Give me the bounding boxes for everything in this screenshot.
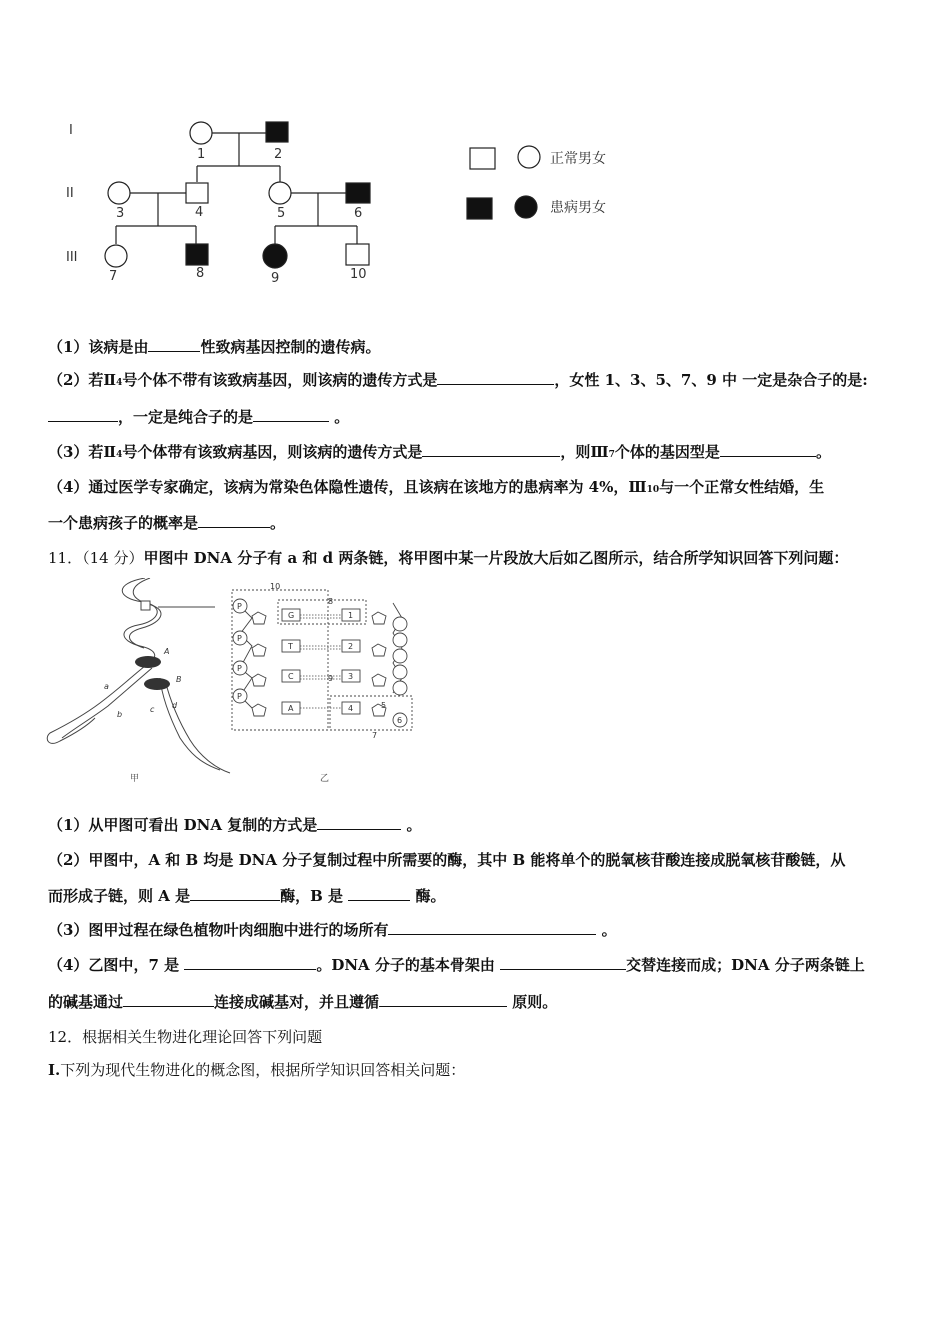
label-d: d: [172, 701, 178, 710]
individual-number: 8: [196, 266, 205, 281]
legend-affected-male-icon: [467, 198, 492, 219]
label-B: B: [176, 675, 182, 684]
number-label: 9: [328, 674, 334, 683]
number-label: 6: [397, 716, 403, 725]
individual-number: 4: [195, 205, 204, 220]
pedigree-chart: [55, 110, 655, 295]
phosphate-label: P: [237, 664, 242, 673]
number-label: 3: [348, 672, 354, 681]
q10-item-1: （1）该病是由 性致病基因控制的遗传病。: [48, 338, 381, 356]
generation-label: III: [66, 250, 78, 265]
individual-number: 10: [350, 267, 367, 282]
individual-3: [108, 182, 130, 204]
legend-normal-female-icon: [518, 146, 540, 168]
figure-jia-label: 甲: [130, 774, 140, 784]
label-A: A: [164, 647, 170, 656]
number-label: 4: [348, 704, 354, 713]
label-a: a: [104, 682, 109, 691]
number-label: 10: [270, 582, 281, 591]
q11-title: 11．（14 分）甲图中 DNA 分子有 a 和 d 两条链，将甲图中某一片段放大后如乙图所示，结合所学知识回答下列问题：: [48, 549, 849, 567]
individual-10: [346, 244, 369, 265]
base-label: T: [288, 642, 293, 651]
figure-yi-label: 乙: [320, 774, 330, 784]
individual-8: [186, 244, 208, 265]
individual-number: 1: [197, 147, 206, 162]
phosphate-label: P: [237, 634, 242, 643]
generation-label: II: [66, 186, 74, 201]
q11-item-2: （2）甲图中，A 和 B 均是 DNA 分子复制过程中所需要的酶，其中 B 能将单个的脱氧核苷酸连接成脱氧核苷酸链，从: [48, 851, 846, 869]
number-label: 1: [348, 611, 354, 620]
number-label: 8: [328, 597, 334, 606]
q12-part-1: I.下列为现代生物进化的概念图，根据所学知识回答相关问题：: [48, 1061, 466, 1079]
individual-4: [186, 183, 208, 203]
phosphate-label: P: [237, 692, 242, 701]
legend-affected-female-icon: [515, 196, 537, 218]
individual-number: 5: [277, 206, 286, 221]
q10-item-4-cont: 一个患病孩子的概率是 。: [48, 514, 286, 532]
base-label: C: [288, 672, 294, 681]
individual-2: [266, 122, 288, 142]
q10-item-3: （3）若Ⅱ4号个体带有该致病基因，则该病的遗传方式是 ，则Ⅲ7个体的基因型是 。: [48, 443, 831, 461]
legend-normal-label: 正常男女: [550, 151, 606, 167]
individual-9: [263, 244, 287, 268]
q10-item-4: （4）通过医学专家确定，该病为常染色体隐性遗传，且该病在该地方的患病率为 4%，Ⅲ10与一个正常女性结婚，生: [48, 478, 825, 496]
individual-number: 7: [109, 269, 118, 284]
number-label: 2: [348, 642, 354, 651]
individual-number: 3: [116, 206, 125, 221]
q12-title: 12．根据相关生物进化理论回答下列问题: [48, 1028, 323, 1046]
q11-item-2-cont: 而形成子链，则 A 是 酶，B 是 酶。: [48, 887, 446, 905]
enzyme-b: [144, 678, 170, 690]
base-label: A: [288, 704, 294, 713]
base-label: G: [288, 611, 295, 620]
q11-item-4: （4）乙图中，7 是 。DNA 分子的基本骨架由 交替连接而成；DNA 分子两条链上: [48, 956, 865, 974]
dna-replication-figure: [40, 578, 440, 788]
number-label: 7: [372, 731, 378, 740]
individual-1: [190, 122, 212, 144]
individual-number: 9: [271, 271, 280, 286]
individual-number: 2: [274, 147, 283, 162]
q11-item-1: （1）从甲图可看出 DNA 复制的方式是 。: [48, 816, 422, 834]
generation-label: I: [69, 123, 73, 138]
individual-7: [105, 245, 127, 267]
label-c: c: [150, 705, 155, 714]
q11-item-3: （3）图甲过程在绿色植物叶肉细胞中进行的场所有 。: [48, 921, 617, 939]
q10-item-2-cont: ，一定是纯合子的是 。: [48, 407, 349, 427]
individual-number: 6: [354, 206, 363, 221]
label-b: b: [117, 710, 123, 719]
q10-item-2: （2）若Ⅱ4号个体不带有该致病基因，则该病的遗传方式是 ，女性 1、3、5、7、9 中 一定是杂合子的是:: [48, 371, 868, 389]
legend-normal-male-icon: [470, 148, 495, 169]
legend-affected-label: 患病男女: [550, 200, 606, 216]
enzyme-a: [135, 656, 161, 668]
individual-5: [269, 182, 291, 204]
number-label: 5: [381, 701, 387, 710]
individual-6: [346, 183, 370, 203]
phosphate-label: P: [237, 602, 242, 611]
q11-item-4-cont: 的碱基通过 连接成碱基对，并且遵循 原则。: [48, 993, 558, 1011]
